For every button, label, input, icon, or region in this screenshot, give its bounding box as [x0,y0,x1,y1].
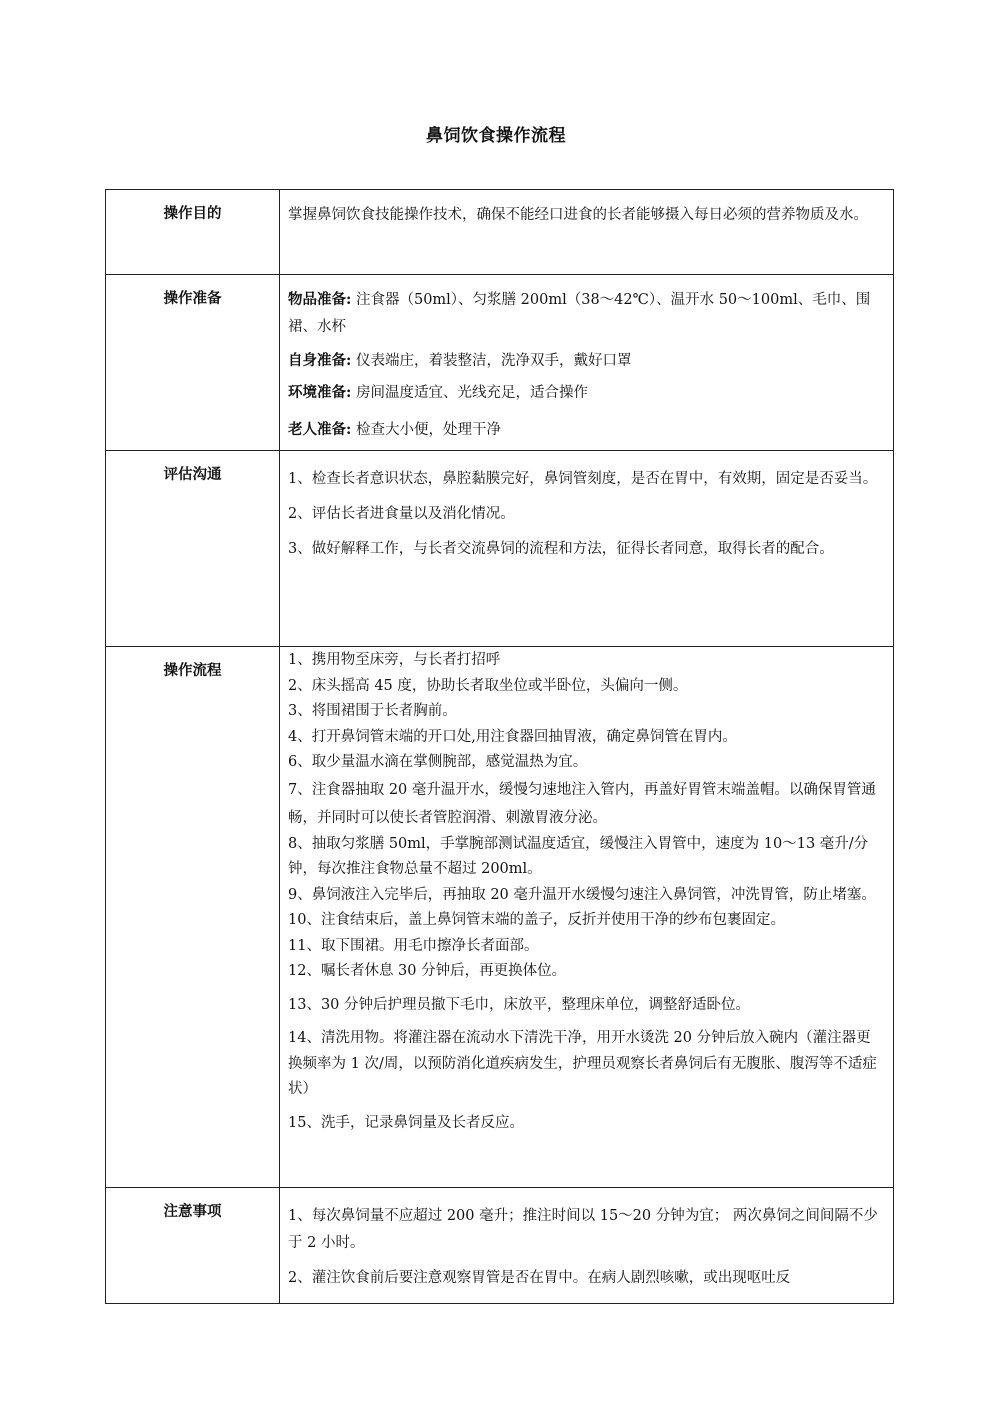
prep-label: 物品准备: [288,291,352,308]
prep-item-environment [288,379,885,407]
procedure-step: 7、注食器抽取 20 毫升温开水，缓慢匀速地注入管内，再盖好胃管末端盖帽。以确保胃管通畅，并同时可以使长者管腔润滑、刺激胃液分泌。 [288,781,876,826]
notes-cell [280,1188,894,1304]
procedure-step: 15、洗手，记录鼻饲量及长者反应。 [288,1114,524,1131]
procedure-step: 2、床头摇高 45 度，协助长者取坐位或半卧位，头偏向一侧。 [288,677,688,694]
assessment-cell [280,451,894,647]
prep-label: 老人准备: [288,421,352,438]
procedure-step: 11、取下围裙。用毛巾擦净长者面部。 [288,937,539,954]
prep-text: 房间温度适宜、光线充足，适合操作 [351,385,588,401]
row-assessment [106,451,894,647]
procedure-step: 14、清洗用物。将灌注器在流动水下清洗干净，用开水烫洗 20 分钟后放入碗内（灌注器更换频率为 1 次/周，以预防消化道疾病发生，护理员观察长者鼻饲后有无腹胀、腹泻等不适症状） [288,1030,877,1097]
procedure-step: 9、鼻饲液注入完毕后，再抽取 20 毫升温开水缓慢匀速注入鼻饲管，冲洗胃管，防止堵塞。 [288,886,876,903]
note-item: 1、每次鼻饲量不应超过 200 毫升；推注时间以 15～20 分钟为宜； 两次鼻饲之间间隔不少于 2 小时。 [288,1208,878,1251]
assessment-item: 1、检查长者意识状态，鼻腔黏膜完好，鼻饲管刻度，是否在胃中，有效期，固定是否妥当。 [288,471,878,487]
procedure-table [105,189,894,1304]
purpose-text [280,190,894,275]
row-preparation [106,275,894,451]
prep-text: 检查大小便，处理干净 [351,422,501,438]
row-heading-assessment: 评估沟通 [106,451,280,647]
prep-label: 环境准备: [288,384,352,401]
prep-item-elder [288,416,885,444]
assessment-item: 2、评估长者进食量以及消化情况。 [288,506,515,522]
prep-item-supplies [288,286,885,341]
procedure-step: 8、抽取匀浆膳 50ml，手掌腕部测试温度适宜，缓慢注入胃管中，速度为 10～13 毫升/分钟，每次推注食物总量不超过 200ml。 [288,835,869,877]
page-title: 鼻饲饮食操作流程 [426,126,566,146]
preparation-cell [280,275,894,451]
assessment-item: 3、做好解释工作，与长者交流鼻饲的流程和方法，征得长者同意，取得长者的配合。 [288,541,834,557]
row-procedure [106,647,894,1188]
procedure-step: 4、打开鼻饲管末端的开口处,用注食器回抽胃液，确定鼻饲管在胃内。 [288,728,737,745]
procedure-step: 3、将围裙围于长者胸前。 [288,703,457,719]
prep-item-self [288,347,885,375]
row-heading-notes: 注意事项 [106,1188,280,1304]
purpose-paragraph: 掌握鼻饲饮食技能操作技术，确保不能经口进食的长者能够摄入每日必须的营养物质及水。 [288,207,868,223]
row-heading-preparation: 操作准备 [106,275,280,451]
row-heading-purpose: 操作目的 [106,190,280,275]
prep-label: 自身准备: [288,352,352,369]
row-notes [106,1188,894,1304]
row-heading-procedure: 操作流程 [106,647,280,1188]
procedure-cell [280,647,894,1188]
procedure-step: 1、携用物至床旁，与长者打招呼 [288,652,501,668]
procedure-step: 12、嘱长者休息 30 分钟后，再更换体位。 [288,963,567,979]
prep-text: 仪表端庄，着装整洁，洗净双手，戴好口罩 [351,353,632,369]
procedure-step: 10、注食结束后，盖上鼻饲管末端的盖子，反折并使用干净的纱布包裹固定。 [288,912,785,928]
row-purpose [106,190,894,275]
procedure-step: 13、30 分钟后护理员撤下毛巾，床放平，整理床单位，调整舒适卧位。 [288,996,751,1013]
prep-text: 注食器（50ml）、匀浆膳 200ml（38～42℃）、温开水 50～100ml、毛巾、围裙、水杯 [288,292,871,335]
procedure-step: 6、取少量温水滴在掌侧腕部，感觉温热为宜。 [288,754,588,770]
note-item: 2、灌注饮食前后要注意观察胃管是否在胃中。在病人剧烈咳嗽，或出现呕吐反 [288,1270,791,1286]
